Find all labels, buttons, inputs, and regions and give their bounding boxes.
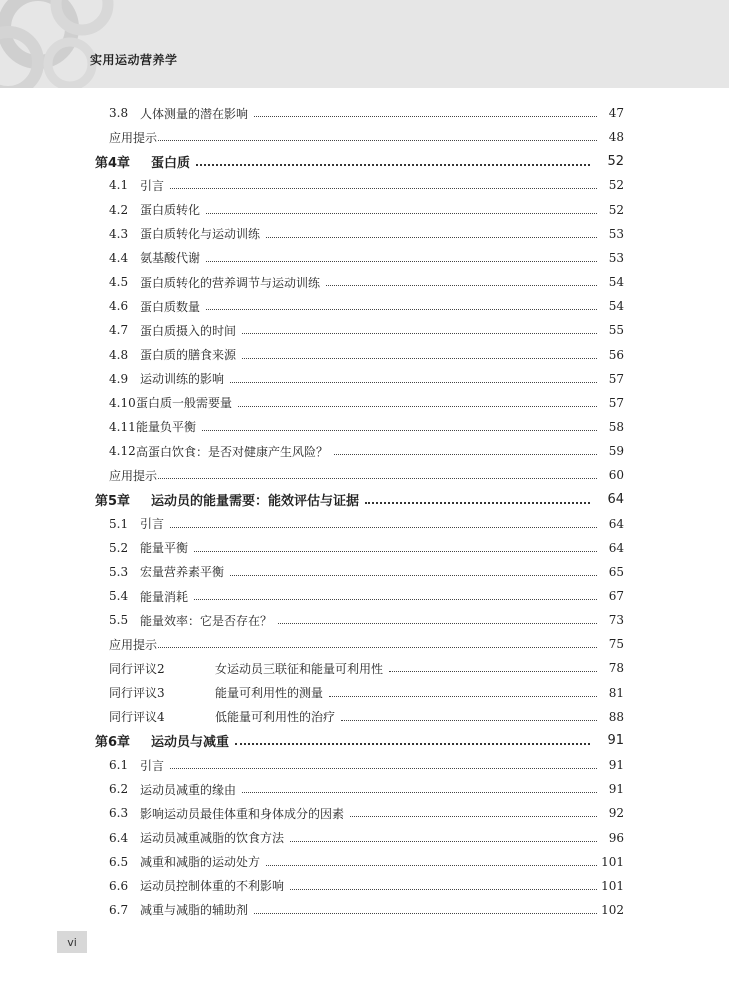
toc-entry-title: 运动员控制体重的不利影响 [140,879,285,894]
dot-leader [341,719,597,721]
toc-entry-page: 102 [601,902,624,917]
toc-entry-row [0,369,729,389]
toc-entry-title: 蛋白质数量 [140,299,201,314]
toc-entry-row [0,393,729,413]
toc-entry-page: 48 [608,130,624,145]
toc-entry-title: 应用提示 [109,130,158,145]
toc-entry-page: 64 [608,516,624,531]
toc-entry-title: 高蛋白饮食：是否对健康产生风险？ [136,444,329,459]
toc-entry-page: 55 [608,323,624,338]
dot-leader [254,912,597,914]
toc-entry-number: 4.10 [109,395,136,410]
circles-decoration-icon [0,0,130,88]
dot-leader [194,550,597,552]
dot-leader [230,574,597,576]
toc-entry-number: 4.8 [109,347,129,362]
dot-leader [350,815,597,817]
toc-entry-row [0,779,729,799]
toc-entry-number: 第5章 [95,493,131,509]
toc-entry-title: 减重和减脂的运动处方 [140,855,261,870]
dot-leader [158,139,597,141]
toc-entry-title: 应用提示 [109,637,158,652]
toc-entry-number: 4.7 [109,323,129,338]
toc-entry-row [0,296,729,316]
toc-entry-number: 5.3 [109,564,129,579]
toc-entry-title: 减重与减脂的辅助剂 [140,903,249,918]
toc-chapter-row [0,489,729,509]
toc-entry-title: 蛋白质摄入的时间 [140,323,237,338]
toc-entry-title: 人体测量的潜在影响 [140,106,249,121]
toc-entry-title: 能量消耗 [140,589,189,604]
dot-leader [170,526,597,528]
toc-entry-page: 53 [608,226,624,241]
toc-entry-page: 67 [608,589,624,603]
dot-leader [194,598,597,600]
page-number: vi [57,931,87,953]
dot-leader [329,695,597,697]
toc-entry-number: 5.2 [109,540,129,555]
toc-entry-page: 65 [608,564,624,579]
dot-leader [334,453,597,455]
dot-leader [266,236,597,238]
toc-entry-title: 蛋白质转化 [140,203,201,218]
dot-leader [254,115,597,117]
toc-entry-number: 4.12 [109,444,136,459]
toc-entry-page: 57 [608,371,624,386]
toc-entry-title: 引言 [140,178,165,193]
dot-leader [242,332,597,334]
toc-entry-number: 4.2 [109,202,129,217]
toc-entry-row [0,683,729,703]
toc-entry-page: 52 [607,153,624,169]
toc-entry-page: 59 [608,444,624,459]
toc-entry-page: 78 [608,661,624,676]
toc-entry-number: 6.3 [109,806,129,821]
toc-entry-page: 56 [608,347,624,362]
dot-leader [206,308,597,310]
toc-entry-title: 引言 [140,758,165,773]
toc-entry-number: 4.6 [109,299,129,314]
toc-entry-title: 应用提示 [109,468,158,483]
toc-entry-title: 低能量可利用性的治疗 [215,710,336,725]
dot-leader [202,429,597,431]
toc-entry-page: 64 [607,491,624,507]
book-title: 实用运动营养学 [90,53,178,67]
toc-entry-row [0,900,729,920]
toc-entry-row [0,658,729,678]
toc-entry-row [0,707,729,727]
dot-leader [235,742,590,745]
toc-entry-page: 101 [601,878,624,893]
toc-entry-row [0,514,729,534]
toc-entry-page: 57 [608,395,624,410]
toc-entry-number: 6.6 [109,878,129,893]
toc-entry-number: 4.11 [109,419,136,434]
toc-entry-number: 4.5 [109,275,129,290]
toc-entry-page: 53 [608,250,624,265]
dot-leader [206,212,597,214]
toc-entry-title: 运动员的能量需要：能效评估与证据 [151,493,360,509]
toc-entry-row [0,634,729,654]
toc-entry-number: 4.4 [109,250,129,265]
toc-entry-page: 64 [608,540,624,555]
toc-entry-page: 52 [608,178,624,193]
toc-entry-row [0,803,729,823]
toc-entry-page: 81 [608,685,624,700]
toc-entry-row [0,538,729,558]
toc-entry-number: 5.1 [109,516,129,531]
toc-entry-title: 能量效率：它是否存在？ [140,613,273,628]
dot-leader [389,670,597,672]
toc-entry-title: 能量负平衡 [136,420,197,435]
toc-entry-number: 5.4 [109,589,129,603]
toc-entry-row [0,272,729,292]
toc-entry-number: 4.1 [109,178,129,193]
toc-entry-row [0,248,729,268]
toc-entry-number: 3.8 [109,106,129,120]
toc-entry-row [0,586,729,606]
dot-leader [196,163,590,166]
dot-leader [365,501,590,504]
toc-entry-number: 同行评议2 [109,661,165,676]
toc-entry-row [0,562,729,582]
toc-entry-page: 60 [608,468,624,483]
toc-entry-title: 宏量营养素平衡 [140,565,225,580]
toc-entry-title: 运动训练的影响 [140,372,225,387]
toc-entry-number: 6.2 [109,782,129,797]
toc-entry-number: 4.9 [109,371,129,386]
toc-entry-row [0,441,729,461]
toc-entry-title: 运动员减重的缘由 [140,782,237,797]
toc-entry-number: 6.5 [109,854,129,869]
toc-entry-number: 6.7 [109,902,129,917]
toc-entry-row [0,345,729,365]
toc-entry-page: 91 [607,733,624,749]
toc-entry-number: 6.1 [109,758,129,773]
toc-entry-title: 能量可利用性的测量 [215,686,324,701]
toc-entry-page: 47 [608,106,624,120]
toc-entry-number: 同行评议4 [109,710,165,725]
toc-entry-title: 女运动员三联征和能量可利用性 [215,661,384,676]
dot-leader [326,284,597,286]
dot-leader [230,381,597,383]
toc-entry-row [0,610,729,630]
toc-entry-number: 6.4 [109,830,129,845]
toc-entry-title: 引言 [140,517,165,532]
toc-entry-title: 蛋白质 [151,155,191,171]
toc-entry-title: 运动员减重减脂的饮食方法 [140,831,285,845]
toc-chapter-row [0,731,729,751]
toc-entry-row [0,852,729,872]
dot-leader [290,840,597,842]
toc-entry-row [0,200,729,220]
dot-leader [206,260,597,262]
toc-entry-page: 91 [608,758,624,773]
toc-entry-row [0,127,729,147]
toc-entry-title: 蛋白质的膳食来源 [140,348,237,362]
toc-entry-row [0,755,729,775]
dot-leader [158,646,597,648]
toc-entry-page: 54 [608,299,624,314]
dot-leader [242,357,597,359]
dot-leader [266,864,597,866]
dot-leader [170,187,597,189]
toc-entry-row [0,175,729,195]
toc-entry-page: 91 [608,782,624,797]
toc-entry-row [0,417,729,437]
toc-entry-page: 58 [608,419,624,434]
toc-entry-page: 73 [608,613,624,628]
page-header [0,0,729,88]
toc-entry-page: 88 [608,709,624,724]
toc-entry-page: 54 [608,275,624,290]
toc-entry-number: 第6章 [95,735,131,751]
toc-entry-title: 运动员与减重 [151,735,230,751]
toc-entry-number: 第4章 [95,155,131,171]
toc-entry-page: 96 [608,830,624,845]
toc-entry-row [0,224,729,244]
toc-entry-title: 氨基酸代谢 [140,251,201,266]
toc-entry-row [0,828,729,848]
dot-leader [242,791,597,793]
toc-entry-title: 影响运动员最佳体重和身体成分的因素 [140,806,345,821]
dot-leader [278,622,597,624]
toc-entry-number: 同行评议3 [109,686,165,701]
toc-entry-page: 92 [608,806,624,821]
dot-leader [290,888,597,890]
toc-entry-title: 蛋白质转化的营养调节与运动训练 [140,275,321,290]
toc-entry-row [0,876,729,896]
toc-entry-row [0,103,729,123]
toc-chapter-row [0,151,729,171]
dot-leader [170,767,597,769]
toc-entry-row [0,320,729,340]
toc-entry-number: 5.5 [109,613,129,628]
toc-entry-title: 能量平衡 [140,541,189,556]
toc-entry-title: 蛋白质转化与运动训练 [140,227,261,242]
toc-entry-title: 蛋白质一般需要量 [136,396,233,411]
toc-entry-page: 75 [608,637,624,652]
toc-entry-number: 4.3 [109,226,129,241]
toc-entry-page: 52 [608,202,624,217]
dot-leader [238,405,597,407]
dot-leader [158,477,597,479]
toc-entry-page: 101 [601,854,624,869]
toc-entry-row [0,465,729,485]
